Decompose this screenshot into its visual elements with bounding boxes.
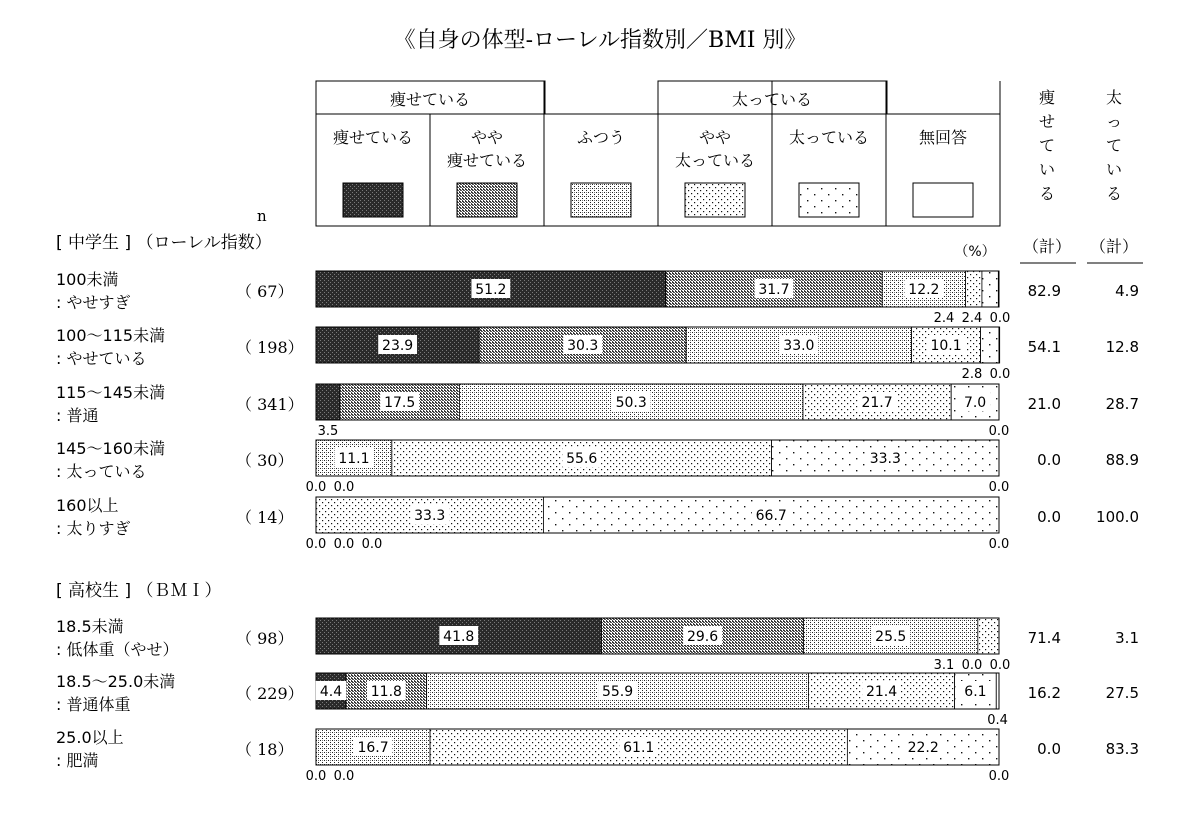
- total-subheader: （計）: [1022, 237, 1072, 256]
- data-label: 41.8: [443, 629, 475, 645]
- bar-segment: [981, 327, 1000, 363]
- data-label: 51.2: [475, 282, 507, 298]
- data-label: 29.6: [686, 629, 719, 645]
- legend-item-label: やや: [470, 128, 504, 147]
- section-header: [ 高校生 ] （ＢＭＩ）: [56, 581, 222, 601]
- data-label: 23.9: [382, 338, 414, 354]
- data-label: 66.7: [755, 508, 787, 524]
- legend-swatch: [685, 183, 745, 217]
- row-label: 18.5～25.0未満: [56, 672, 176, 691]
- total-fat: 3.1: [1115, 629, 1139, 647]
- row-n: （ 30）: [236, 451, 294, 470]
- data-label: 30.3: [567, 338, 599, 354]
- row-label: 25.0以上: [56, 728, 124, 747]
- total-fat: 88.9: [1105, 451, 1139, 469]
- total-fat: 100.0: [1096, 508, 1139, 526]
- bar-row: [56, 496, 1139, 552]
- bar-segment: [978, 618, 999, 654]
- row-sublabel: : 普通: [56, 406, 99, 425]
- total-header-char: る: [1105, 184, 1123, 203]
- data-label-small: 0.0: [989, 311, 1011, 326]
- row-label: 100～115未満: [56, 326, 166, 345]
- data-label: 55.6: [566, 451, 598, 467]
- legend-item-label: 太っている: [674, 151, 756, 170]
- data-label-small: 0.0: [988, 537, 1010, 552]
- legend-swatch: [457, 183, 517, 217]
- total-header-char: い: [1038, 160, 1056, 179]
- bar-row: [56, 270, 1139, 326]
- n-label: n: [257, 207, 267, 225]
- bar-row: [56, 439, 1139, 495]
- section-header: [ 中学生 ] （ローレル指数）: [56, 233, 272, 253]
- row-n: （ 98）: [236, 629, 294, 648]
- data-label-small: 0.0: [961, 658, 983, 673]
- row-sublabel: : 太っている: [56, 462, 147, 481]
- total-thin: 54.1: [1027, 338, 1061, 356]
- row-label: 115～145未満: [56, 383, 166, 402]
- data-label: 17.5: [384, 395, 416, 411]
- bar-row: [56, 728, 1139, 784]
- data-label-small: 0.0: [333, 537, 355, 552]
- bar-segment: [316, 384, 340, 420]
- chart-title: 《自身の体型-ローレル指数別／BMI 別》: [393, 28, 807, 53]
- data-label-small: 0.0: [305, 537, 327, 552]
- total-header-char: 太: [1105, 88, 1123, 107]
- data-label: 33.0: [783, 338, 815, 354]
- data-label: 7.0: [963, 395, 987, 411]
- total-thin: 0.0: [1037, 508, 1061, 526]
- data-label: 33.3: [414, 508, 446, 524]
- bar-rows: [56, 233, 1139, 784]
- data-label: 11.1: [338, 451, 370, 467]
- data-label-small: 3.1: [933, 658, 955, 673]
- data-label-small: 3.5: [317, 424, 339, 439]
- total-header-char: っ: [1105, 112, 1123, 131]
- row-sublabel: : 普通体重: [56, 695, 131, 714]
- data-label: 33.3: [869, 451, 901, 467]
- row-n: （ 14）: [236, 508, 294, 527]
- legend-item-label: 痩せている: [332, 128, 414, 147]
- legend-swatch: [913, 183, 973, 217]
- data-label: 11.8: [370, 684, 402, 700]
- data-label-small: 0.0: [988, 480, 1010, 495]
- total-fat: 28.7: [1105, 395, 1139, 413]
- data-label: 21.7: [861, 395, 893, 411]
- data-label: 31.7: [758, 282, 790, 298]
- legend-item-label: ふつう: [576, 128, 626, 147]
- legend-group-thin-label: 痩せている: [389, 90, 471, 109]
- total-thin: 21.0: [1027, 395, 1061, 413]
- legend-group-fat-label: 太っている: [731, 90, 813, 109]
- legend-swatch: [799, 183, 859, 217]
- total-fat: 83.3: [1105, 740, 1139, 758]
- row-sublabel: : 肥満: [56, 751, 99, 770]
- data-label: 25.5: [875, 629, 907, 645]
- legend-item-label: 無回答: [918, 128, 968, 147]
- data-label: 21.4: [865, 684, 898, 700]
- total-header-char: る: [1038, 184, 1056, 203]
- data-label: 10.1: [930, 338, 962, 354]
- bar-row: [56, 617, 1139, 673]
- data-label-small: 0.0: [988, 424, 1010, 439]
- data-label: 61.1: [623, 740, 655, 756]
- data-label-small: 0.0: [361, 537, 383, 552]
- total-header-char: い: [1105, 160, 1123, 179]
- data-label: 6.1: [964, 684, 987, 700]
- bar-segment: [966, 271, 982, 307]
- legend-item-label: 痩せている: [446, 151, 528, 170]
- legend-swatch: [343, 183, 403, 217]
- total-thin: 82.9: [1027, 282, 1061, 300]
- row-n: （ 341）: [236, 395, 304, 414]
- row-label: 18.5未満: [56, 617, 124, 636]
- data-label-small: 0.0: [305, 480, 327, 495]
- total-thin: 16.2: [1027, 684, 1061, 702]
- total-header-char: て: [1105, 136, 1123, 155]
- legend-item-label: 太っている: [788, 128, 870, 147]
- total-header-char: て: [1038, 136, 1056, 155]
- percent-label: （%）: [954, 244, 996, 260]
- data-label-small: 2.4: [933, 311, 955, 326]
- bar-row: [56, 672, 1139, 728]
- row-label: 100未満: [56, 270, 119, 289]
- row-label: 145～160未満: [56, 439, 166, 458]
- row-sublabel: : やせている: [56, 349, 147, 368]
- bar-segment: [982, 271, 998, 307]
- total-header-char: せ: [1038, 112, 1056, 131]
- data-label: 22.2: [907, 740, 939, 756]
- data-label-small: 0.0: [988, 769, 1010, 784]
- total-subheader: （計）: [1089, 237, 1139, 256]
- legend-swatch: [571, 183, 631, 217]
- data-label: 12.2: [908, 282, 940, 298]
- data-label-small: 0.0: [305, 769, 327, 784]
- total-fat: 12.8: [1105, 338, 1139, 356]
- data-label-small: 2.8: [961, 367, 983, 382]
- row-n: （ 229）: [236, 684, 304, 703]
- total-thin: 0.0: [1037, 740, 1061, 758]
- data-label-small: 0.0: [333, 769, 355, 784]
- data-label-small: 0.4: [987, 713, 1008, 728]
- total-fat: 27.5: [1105, 684, 1139, 702]
- bar-row: [56, 326, 1139, 382]
- row-n: （ 198）: [236, 338, 304, 357]
- total-thin: 71.4: [1027, 629, 1061, 647]
- row-sublabel: : 太りすぎ: [56, 519, 131, 538]
- data-label-small: 0.0: [989, 658, 1011, 673]
- data-label-small: 0.0: [333, 480, 355, 495]
- row-label: 160以上: [56, 496, 119, 515]
- data-label: 4.4: [319, 684, 343, 700]
- row-n: （ 18）: [236, 740, 294, 759]
- data-label: 50.3: [615, 395, 647, 411]
- legend: [257, 81, 1143, 263]
- bar-row: [56, 383, 1139, 439]
- data-label: 55.9: [601, 684, 634, 700]
- total-header-char: 痩: [1038, 88, 1056, 107]
- legend-item-label: やや: [698, 128, 732, 147]
- total-thin: 0.0: [1037, 451, 1061, 469]
- data-label-small: 2.4: [961, 311, 983, 326]
- row-n: （ 67）: [236, 282, 294, 301]
- row-sublabel: : やせすぎ: [56, 293, 131, 312]
- data-label-small: 0.0: [989, 367, 1011, 382]
- total-fat: 4.9: [1115, 282, 1139, 300]
- row-sublabel: : 低体重（やせ）: [56, 640, 179, 659]
- data-label: 16.7: [357, 740, 389, 756]
